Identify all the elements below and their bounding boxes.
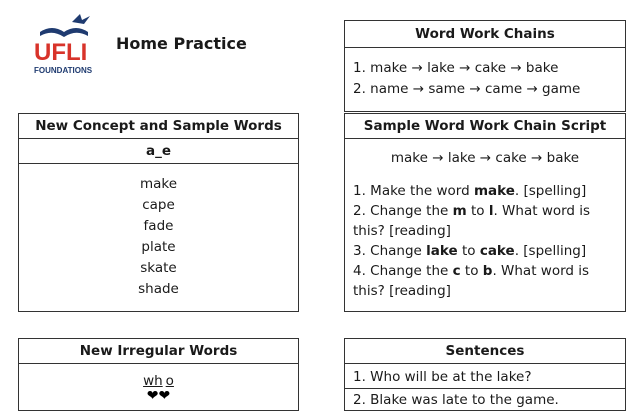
sentence: 1. Who will be at the lake?	[345, 367, 625, 389]
word-work-chains-box	[344, 20, 626, 112]
sentence: 2. Blake was late to the game.	[353, 392, 559, 408]
sentences-header: Sentences	[345, 339, 625, 364]
irregular-words-header: New Irregular Words	[19, 339, 298, 364]
heart-icon: ❤❤	[146, 388, 171, 404]
sentences-box	[344, 338, 626, 411]
new-concept-box	[18, 113, 299, 312]
script-step: 1. Make the word make. [spelling]	[353, 183, 587, 199]
sample-word: plate	[141, 239, 176, 255]
sample-words-list	[19, 164, 298, 300]
irregular-words-box	[18, 338, 299, 411]
irregular-word: wh o ❤❤	[19, 364, 298, 403]
concept-label: a_e	[19, 139, 298, 164]
script-step: 3. Change lake to cake. [spelling]	[353, 243, 587, 259]
svg-text:FOUNDATIONS: FOUNDATIONS	[34, 66, 93, 75]
book-bird-icon	[30, 10, 100, 78]
sample-word: fade	[143, 218, 174, 234]
script-steps	[345, 169, 625, 301]
sentences-list	[345, 364, 625, 411]
script-step: 4. Change the c to b. What word is this? [reading]	[353, 263, 590, 299]
chain-item: 1. make → lake → cake → bake	[353, 60, 559, 76]
script-step: 2. Change the m to l. What word is this? [reading]	[353, 203, 591, 239]
new-concept-header: New Concept and Sample Words	[19, 114, 298, 139]
sample-word: shade	[138, 281, 179, 297]
ufli-logo	[30, 10, 100, 78]
sample-word: cape	[142, 197, 175, 213]
svg-text:UFLI: UFLI	[34, 39, 88, 66]
sample-word: make	[139, 176, 178, 192]
sample-word: skate	[140, 260, 177, 276]
word-work-chains-header: Word Work Chains	[345, 21, 625, 48]
script-header: Sample Word Work Chain Script	[345, 114, 625, 139]
page-title: Home Practice	[116, 34, 247, 53]
script-box	[344, 113, 626, 312]
script-chain: make → lake → cake → bake	[390, 150, 580, 166]
chain-item: 2. name → same → came → game	[353, 81, 581, 97]
